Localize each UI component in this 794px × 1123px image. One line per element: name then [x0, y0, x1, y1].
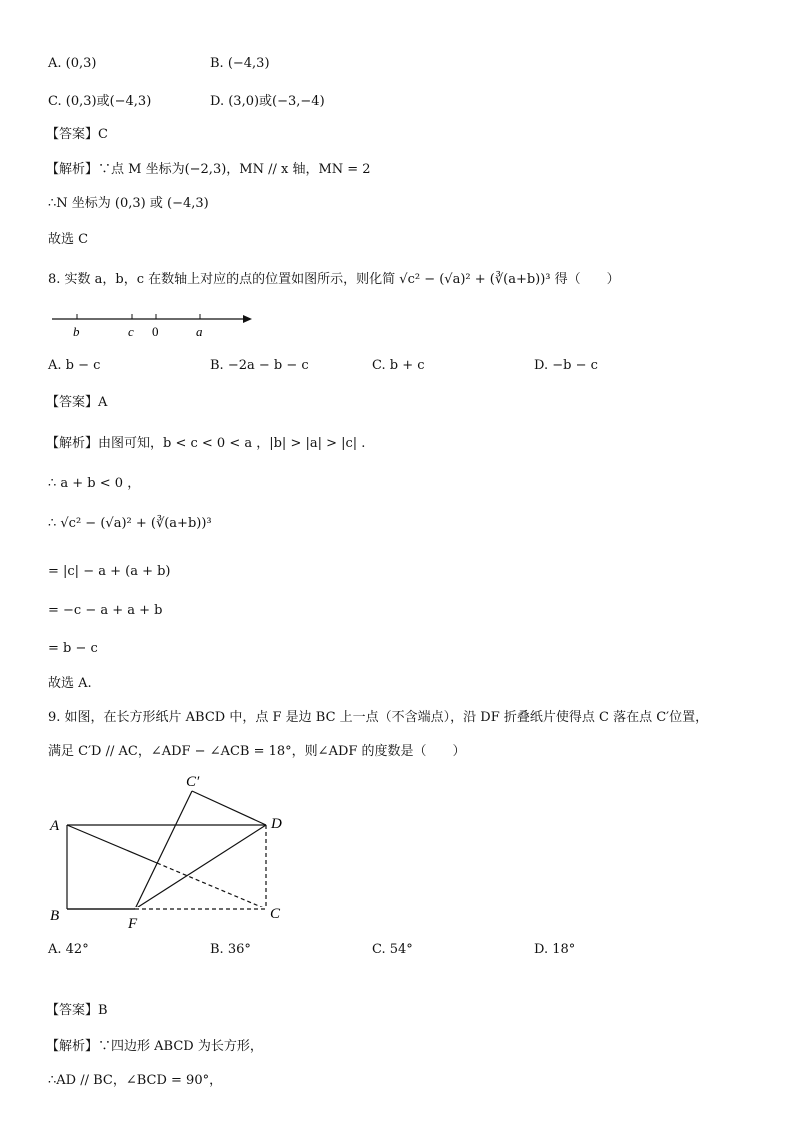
q9-geometry-figure	[40, 768, 300, 934]
q9-answer: 【答案】B	[46, 1003, 108, 1018]
numberline-label-c: c	[128, 324, 134, 339]
q8-analysis-line4: = |c| − a + (a + b)	[48, 564, 171, 579]
q9-option-b: B. 36°	[210, 942, 251, 957]
q7-option-d: D. (3,0)或(−3,−4)	[210, 94, 325, 109]
q9-option-c: C. 54°	[372, 942, 413, 957]
q8-analysis-line1: 【解析】由图可知，b < c < 0 < a ，|b| > |a| > |c| .	[46, 436, 366, 451]
q9-option-a: A. 42°	[48, 942, 89, 957]
q8-analysis-line5: = −c − a + a + b	[48, 603, 163, 618]
q7-conclusion: 故选 C	[48, 232, 89, 247]
q8-number-line	[48, 308, 258, 344]
q8-option-c: C. b + c	[372, 358, 425, 373]
q8-answer: 【答案】A	[46, 395, 108, 410]
numberline-label-0: 0	[152, 324, 159, 339]
numberline-label-b: b	[73, 324, 80, 339]
q7-option-a: A. (0,3)	[48, 56, 97, 71]
figure-label-f: F	[128, 916, 138, 932]
q7-analysis-line2: ∴N 坐标为 (0,3) 或 (−4,3)	[48, 196, 209, 211]
q8-option-a: A. b − c	[48, 358, 101, 373]
q7-option-b: B. (−4,3)	[210, 56, 270, 71]
q9-stem-line2: 满足 C′D // AC，∠ADF − ∠ACB = 18°，则∠ADF 的度数是（ ）	[48, 744, 466, 759]
q8-analysis-line3: ∴ √c² − (√a)² + (∛(a+b))³	[48, 516, 212, 531]
q8-option-d: D. −b − c	[534, 358, 598, 373]
q8-conclusion: 故选 A.	[48, 676, 92, 691]
figure-label-c-prime: C′	[186, 774, 200, 790]
q9-stem-line1: 9. 如图，在长方形纸片 ABCD 中，点 F 是边 BC 上一点（不含端点），沿 DF 折叠纸片使得点 C 落在点 C′位置，	[48, 710, 709, 725]
q7-answer: 【答案】C	[46, 127, 108, 142]
figure-label-b: B	[50, 908, 60, 924]
q9-analysis-line2: ∴AD // BC，∠BCD = 90°，	[48, 1073, 223, 1088]
numberline-label-a: a	[196, 324, 203, 339]
q9-analysis-line1: 【解析】∵四边形 ABCD 为长方形，	[46, 1039, 263, 1054]
q8-analysis-line2: ∴ a + b < 0 ，	[48, 476, 141, 491]
q7-option-c: C. (0,3)或(−4,3)	[48, 94, 152, 109]
q8-option-b: B. −2a − b − c	[210, 358, 309, 373]
q8-stem: 8. 实数 a，b，c 在数轴上对应的点的位置如图所示，则化简 √c² − (√a)² + (∛(a+b))³ 得（ ）	[48, 272, 620, 287]
figure-label-c: C	[270, 906, 281, 922]
q7-analysis-line1: 【解析】∵点 M 坐标为(−2,3)，MN // x 轴，MN = 2	[46, 162, 371, 177]
q9-option-d: D. 18°	[534, 942, 576, 957]
q8-analysis-line6: = b − c	[48, 641, 98, 656]
figure-label-d: D	[271, 816, 282, 832]
figure-label-a: A	[50, 818, 60, 834]
